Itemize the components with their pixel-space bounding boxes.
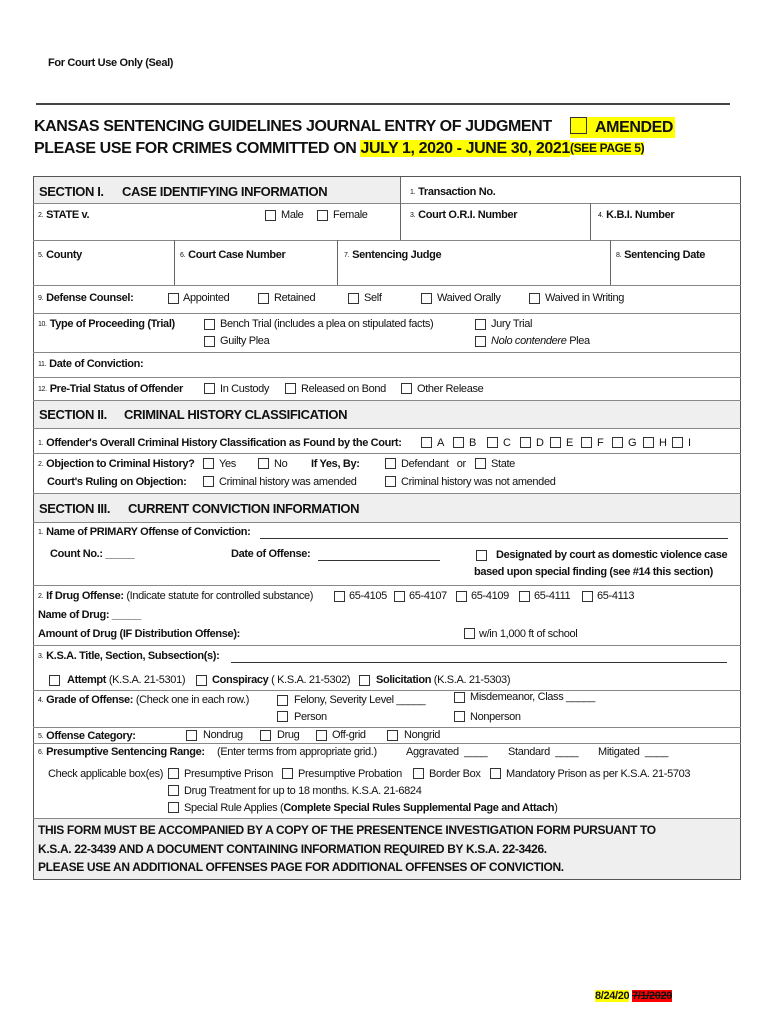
drug-name-field[interactable]: Name of Drug: _____ [38,609,141,621]
other-release-checkbox[interactable] [401,383,412,394]
class-g-label: G [628,437,637,449]
ksa-input[interactable] [231,662,727,663]
class-i-label: I [688,437,691,449]
class-c-label: C [503,437,511,449]
male-label: Male [281,209,304,221]
mandatory-prison-checkbox[interactable] [490,768,501,779]
count-no-field[interactable]: Count No.: _____ [50,548,135,560]
mandatory-prison-label: Mandatory Prison as per K.S.A. 21-5703 [506,768,691,780]
drug-amount-field[interactable]: Amount of Drug (IF Distribution Offense): [38,628,240,640]
in-custody-checkbox[interactable] [204,383,215,394]
solicitation-checkbox[interactable] [359,675,370,686]
waived-orally-label: Waived Orally [437,292,501,304]
objection-yes-label: Yes [219,458,236,470]
form-subtitle [34,139,570,159]
statute-label: 65-4113 [597,590,635,602]
subtitle-prefix: PLEASE USE FOR CRIMES COMMITTED ON [34,140,361,157]
history-amended-checkbox[interactable] [203,476,214,487]
special-rule-checkbox[interactable] [168,802,179,813]
border-box-checkbox[interactable] [413,768,424,779]
offgrid-checkbox[interactable] [316,730,327,741]
aggravated-field[interactable]: Aggravated ____ [406,746,488,758]
nondrug-checkbox[interactable] [186,730,197,741]
nongrid-checkbox[interactable] [387,730,398,741]
seal-divider [36,103,730,105]
drug-checkbox[interactable] [260,730,271,741]
check-applicable-label: Check applicable box(es) [48,768,164,780]
special-rule-label: Special Rule Applies (Complete Special Rules Supplemental Page and Attach) [184,802,558,814]
class-e-label: E [566,437,573,449]
self-checkbox[interactable] [348,293,359,304]
domestic-violence-note: based upon special finding (see #14 this section) [474,566,713,578]
section2-subtitle: CRIMINAL HISTORY CLASSIFICATION [124,407,348,422]
class-f-label: F [597,437,604,449]
self-label: Self [364,292,382,304]
misdemeanor-checkbox[interactable] [454,692,465,703]
defendant-label: Defendant or [401,458,466,470]
school-label: w/in 1,000 ft of school [479,628,578,640]
statute-label: 65-4105 [349,590,387,602]
attempt-checkbox[interactable] [49,675,60,686]
subtitle-dates: JULY 1, 2020 - JUNE 30, 2021 [360,140,570,157]
drug-treatment-label: Drug Treatment for up to 18 months. K.S.A. 21-6824 [184,785,422,797]
class-f-checkbox[interactable] [581,437,592,448]
section3-title: SECTION III. [39,501,111,516]
nondrug-label: Nondrug [203,729,243,741]
retained-label: Retained [274,292,316,304]
nongrid-label: Nongrid [404,729,441,741]
statute-label: 65-4107 [409,590,447,602]
if-yes-label: If Yes, By: [311,458,360,470]
presumptive-prison-checkbox[interactable] [168,768,179,779]
ruling-label: Court's Ruling on Objection: [47,476,187,488]
attempt-label: Attempt (K.S.A. 21-5301) [67,674,186,686]
presumptive-prison-label: Presumptive Prison [184,768,274,780]
objection-no-label: No [274,458,288,470]
county-field[interactable]: $^{5.}$ County [38,249,82,261]
court-ori-field[interactable]: $^{3.}$ Court O.R.I. Number [410,209,518,221]
date-conviction-field[interactable]: $^{11.}$ Date of Conviction: [38,358,144,370]
jury-trial-checkbox[interactable] [475,319,486,330]
range-note: (Enter terms from appropriate grid.) [217,746,377,758]
court-case-number-field[interactable]: $^{6.}$ Court Case Number [180,249,286,261]
bench-trial-checkbox[interactable] [204,319,215,330]
misdemeanor-label: Misdemeanor, Class _____ [470,691,595,703]
revision-date-previous: 7/1/2020 [631,990,673,1002]
objection-label: $^{2.}$ Objection to Criminal History? [38,458,195,470]
classification-label: $^{1.}$ Offender's Overall Criminal History Classification as Found by the Court: [38,437,402,449]
statute-65-4107-checkbox[interactable] [394,591,405,602]
domestic-violence-label: Designated by court as domestic violence case [496,549,728,561]
class-h-label: H [659,437,667,449]
amended-label: AMENDED [595,119,674,136]
statute-label: 65-4109 [471,590,509,602]
class-b-checkbox[interactable] [453,437,464,448]
kbi-number-field[interactable]: $^{4.}$ K.B.I. Number [598,209,675,221]
waived-writing-checkbox[interactable] [529,293,540,304]
statute-65-4111-checkbox[interactable] [519,591,530,602]
person-checkbox[interactable] [277,711,288,722]
state-checkbox[interactable] [475,458,486,469]
notice-line-1: THIS FORM MUST BE ACCOMPANIED BY A COPY OF THE PRESENTENCE INVESTIGATION FORM PURSUANT TO [38,823,656,837]
history-amended-label: Criminal history was amended [219,476,357,488]
primary-offense-input[interactable] [260,538,728,539]
person-label: Person [294,711,327,723]
sentencing-date-field[interactable]: $^{8.}$ Sentencing Date [616,249,706,261]
solicitation-label: Solicitation (K.S.A. 21-5303) [376,674,511,686]
class-e-checkbox[interactable] [550,437,561,448]
other-release-label: Other Release [417,383,484,395]
defendant-checkbox[interactable] [385,458,396,469]
male-checkbox[interactable] [265,210,276,221]
school-checkbox[interactable] [464,628,475,639]
pretrial-status-label: $^{12.}$ Pre-Trial Status of Offender [38,383,183,395]
sentencing-judge-field[interactable]: $^{7.}$ Sentencing Judge [344,249,442,261]
class-d-checkbox[interactable] [520,437,531,448]
guilty-plea-checkbox[interactable] [204,336,215,347]
female-label: Female [333,209,368,221]
class-a-checkbox[interactable] [421,437,432,448]
grade-label: $^{4.}$ Grade of Offense: (Check one in each row.) [38,694,250,706]
waived-orally-checkbox[interactable] [421,293,432,304]
presumptive-probation-label: Presumptive Probation [298,768,402,780]
history-not-amended-checkbox[interactable] [385,476,396,487]
waived-writing-label: Waived in Writing [545,292,625,304]
class-h-checkbox[interactable] [643,437,654,448]
statute-65-4113-checkbox[interactable] [582,591,593,602]
ksa-label: $^{3.}$ K.S.A. Title, Section, Subsection(s): [38,650,220,662]
primary-offense-label: $^{1.}$ Name of PRIMARY Offense of Conviction: [38,526,251,538]
released-bond-checkbox[interactable] [285,383,296,394]
border-box-label: Border Box [429,768,481,780]
notice-line-2: K.S.A. 22-3439 AND A DOCUMENT CONTAINING INFORMATION REQUIRED BY K.S.A. 22-3426. [38,842,547,856]
date-offense-input[interactable] [318,560,440,561]
see-page-note: (SEE PAGE 5) [570,141,645,155]
class-a-label: A [437,437,444,449]
domestic-violence-checkbox[interactable] [476,550,487,561]
statute-label: 65-4111 [534,590,571,602]
offgrid-label: Off-grid [332,729,366,741]
objection-yes-checkbox[interactable] [203,458,214,469]
defense-counsel-label: $^{9.}$ Defense Counsel: [38,292,134,304]
guilty-plea-label: Guilty Plea [220,335,270,347]
date-offense-label: Date of Offense: [231,548,311,560]
seal-label: For Court Use Only (Seal) [48,57,174,69]
drug-label: Drug [277,729,300,741]
female-checkbox[interactable] [317,210,328,221]
class-b-label: B [469,437,476,449]
class-i-checkbox[interactable] [672,437,683,448]
state-label: State [491,458,515,470]
felony-checkbox[interactable] [277,695,288,706]
section1-subtitle: CASE IDENTIFYING INFORMATION [122,184,328,199]
statute-65-4109-checkbox[interactable] [456,591,467,602]
conspiracy-label: Conspiracy ( K.S.A. 21-5302) [212,674,351,686]
objection-no-checkbox[interactable] [258,458,269,469]
nonperson-checkbox[interactable] [454,711,465,722]
statute-65-4105-checkbox[interactable] [334,591,345,602]
jury-trial-label: Jury Trial [491,318,533,330]
class-d-label: D [536,437,544,449]
amended-checkbox[interactable] [570,117,675,138]
conspiracy-checkbox[interactable] [196,675,207,686]
retained-checkbox[interactable] [258,293,269,304]
history-not-amended-label: Criminal history was not amended [401,476,556,488]
state-v-field[interactable]: $^{2.}$ STATE v. [38,209,90,221]
released-bond-label: Released on Bond [301,383,386,395]
transaction-no-field[interactable]: $^{1.}$ Transaction No. [410,186,496,198]
presumptive-probation-checkbox[interactable] [282,768,293,779]
class-g-checkbox[interactable] [612,437,623,448]
felony-label: Felony, Severity Level _____ [294,694,426,706]
appointed-checkbox[interactable] [168,293,179,304]
category-label: $^{5.}$ Offense Category: [38,730,136,742]
section2-title: SECTION II. [39,407,107,422]
notice-line-3: PLEASE USE AN ADDITIONAL OFFENSES PAGE FOR ADDITIONAL OFFENSES OF CONVICTION. [38,860,564,874]
mitigated-field[interactable]: Mitigated ____ [598,746,668,758]
bench-trial-label: Bench Trial (includes a plea on stipulated facts) [220,318,434,330]
revision-date-current: 8/24/20 [595,990,630,1002]
revision-dates [595,990,672,1003]
appointed-label: Appointed [183,292,230,304]
class-c-checkbox[interactable] [487,437,498,448]
section1-title: SECTION I. [39,184,104,199]
nonperson-label: Nonperson [470,711,521,723]
section3-subtitle: CURRENT CONVICTION INFORMATION [128,501,360,516]
standard-field[interactable]: Standard ____ [508,746,579,758]
nolo-plea-label: Nolo contendere Plea [491,335,590,347]
range-label: $^{6.}$ Presumptive Sentencing Range: [38,746,205,758]
nolo-plea-checkbox[interactable] [475,336,486,347]
type-proceeding-label: $^{10.}$ Type of Proceeding (Trial) [38,318,175,330]
in-custody-label: In Custody [220,383,270,395]
drug-offense-label: $^{2.}$ If Drug Offense: (Indicate statute for controlled substance) [38,590,314,602]
form-title: KANSAS SENTENCING GUIDELINES JOURNAL ENTRY OF JUDGMENT [34,118,552,135]
drug-treatment-checkbox[interactable] [168,785,179,796]
